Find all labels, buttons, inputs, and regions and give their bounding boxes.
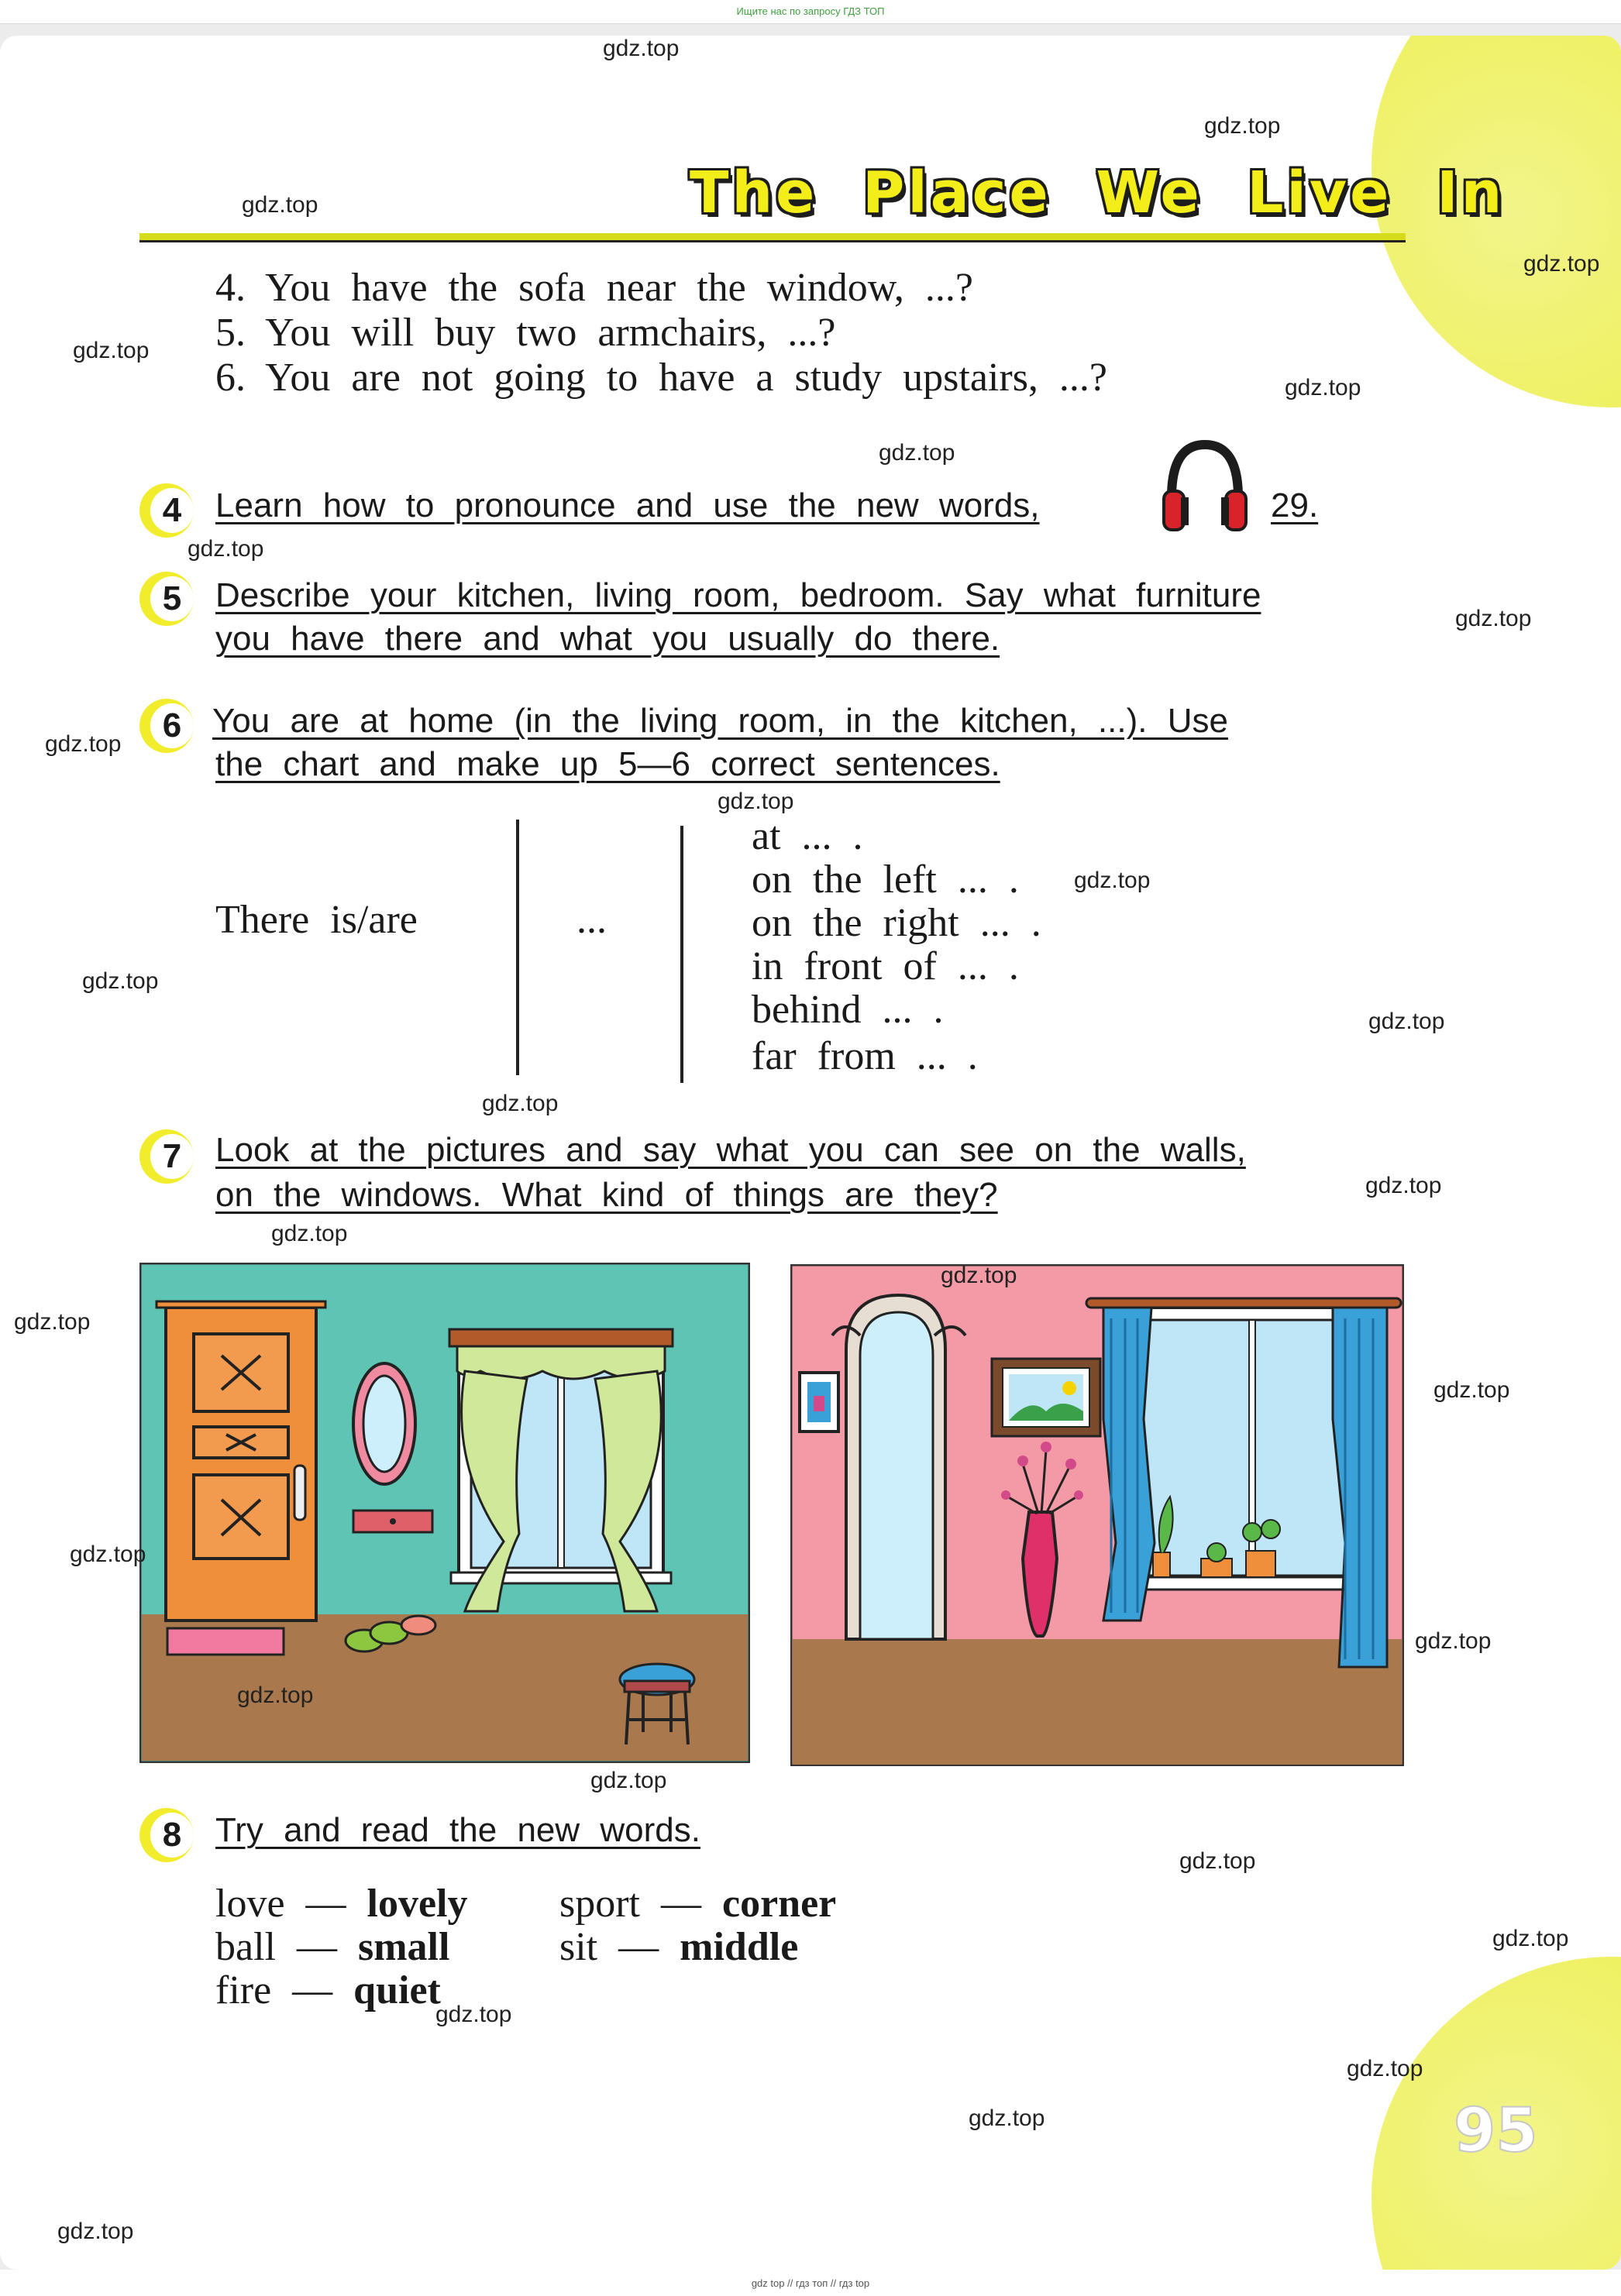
watermark: gdz.top: [718, 789, 794, 814]
watermark: gdz.top: [1368, 1009, 1445, 1034]
watermark: gdz.top: [1074, 868, 1151, 893]
headphones-icon[interactable]: [1161, 437, 1249, 536]
word-pair-4: sport — corner: [559, 1882, 837, 1926]
watermark: gdz.top: [57, 2219, 134, 2244]
task-7-line1: Look at the pictures and say what you can see on the walls,: [215, 1131, 1246, 1169]
watermark: gdz.top: [1433, 1377, 1510, 1403]
watermark: gdz.top: [941, 1263, 1017, 1288]
watermark: gdz.top: [1204, 113, 1281, 139]
task-6-number: 6: [139, 699, 194, 753]
chart-right-6: far from ... .: [752, 1034, 978, 1078]
title-rule: [139, 233, 1406, 242]
question-6: 6. You are not going to have a study upstairs, ...?: [215, 356, 1108, 400]
task-8-number: 8: [139, 1808, 194, 1862]
chart-right-3: on the right ... .: [752, 901, 1041, 945]
page-title: The Place We Live In: [690, 160, 1506, 226]
watermark: gdz.top: [188, 536, 264, 562]
watermark: gdz.top: [237, 1682, 314, 1708]
task-7-line2: on the windows. What kind of things are they?: [215, 1176, 998, 1214]
room-picture-right: [790, 1264, 1404, 1766]
task-5-line1: Describe your kitchen, living room, bedroom. Say what furniture: [215, 576, 1261, 614]
top-banner-text: Ищите нас по запросу ГДЗ ТОП: [736, 5, 885, 17]
task-8-text: Try and read the new words.: [215, 1811, 700, 1849]
watermark: gdz.top: [45, 731, 122, 757]
word-pair-5: sit — middle: [559, 1925, 799, 1969]
word-pair-2: ball — small: [215, 1925, 450, 1969]
watermark: gdz.top: [1492, 1926, 1569, 1951]
watermark: gdz.top: [70, 1542, 146, 1567]
task-4-text: Learn how to pronounce and use the new words,: [215, 486, 1040, 524]
chart-middle: ...: [576, 898, 607, 942]
watermark: gdz.top: [482, 1091, 559, 1116]
watermark: gdz.top: [1347, 2056, 1423, 2081]
question-5: 5. You will buy two armchairs, ...?: [215, 311, 836, 355]
watermark: gdz.top: [82, 968, 159, 994]
chart-divider-2: [680, 826, 683, 1083]
watermark: gdz.top: [1415, 1628, 1492, 1654]
task-5-number: 5: [139, 572, 194, 626]
chart-left: There is/are: [215, 898, 418, 942]
bottom-banner-text: gdz top // гдз топ // гдз top: [751, 2277, 870, 2289]
watermark: gdz.top: [271, 1221, 348, 1246]
watermark: gdz.top: [969, 2105, 1045, 2131]
chart-right-1: at ... .: [752, 814, 863, 858]
watermark: gdz.top: [1523, 251, 1600, 277]
room-picture-left: [139, 1263, 750, 1763]
chart-right-4: in front of ... .: [752, 944, 1019, 988]
watermark: gdz.top: [14, 1309, 91, 1335]
watermark: gdz.top: [242, 192, 318, 218]
textbook-page: [0, 36, 1621, 2270]
page-number: 95: [1454, 2096, 1538, 2166]
task-4-number: 4: [139, 483, 194, 538]
watermark: gdz.top: [603, 36, 680, 61]
task-4-track: 29.: [1271, 486, 1319, 524]
word-pair-3: fire — quiet: [215, 1968, 441, 2012]
task-6-line2: the chart and make up 5—6 correct sentences.: [215, 745, 1000, 783]
watermark: gdz.top: [435, 2002, 512, 2027]
chart-divider-1: [516, 820, 519, 1075]
watermark: gdz.top: [1285, 375, 1361, 400]
watermark: gdz.top: [1455, 606, 1532, 631]
watermark: gdz.top: [1179, 1848, 1256, 1874]
question-4: 4. You have the sofa near the window, ...?: [215, 266, 973, 310]
chart-right-2: on the left ... .: [752, 858, 1019, 902]
watermark: gdz.top: [1365, 1173, 1442, 1198]
word-pair-1: love — lovely: [215, 1882, 468, 1926]
task-5-line2: you have there and what you usually do there.: [215, 620, 1000, 658]
task-6-line1: You are at home (in the living room, in the kitchen, ...). Use: [212, 702, 1228, 740]
watermark: gdz.top: [879, 440, 955, 466]
bottom-banner: [0, 2270, 1621, 2296]
top-banner: [0, 0, 1621, 24]
chart-right-5: behind ... .: [752, 988, 944, 1032]
task-7-number: 7: [139, 1129, 194, 1184]
watermark: gdz.top: [590, 1768, 667, 1793]
watermark: gdz.top: [73, 338, 150, 363]
